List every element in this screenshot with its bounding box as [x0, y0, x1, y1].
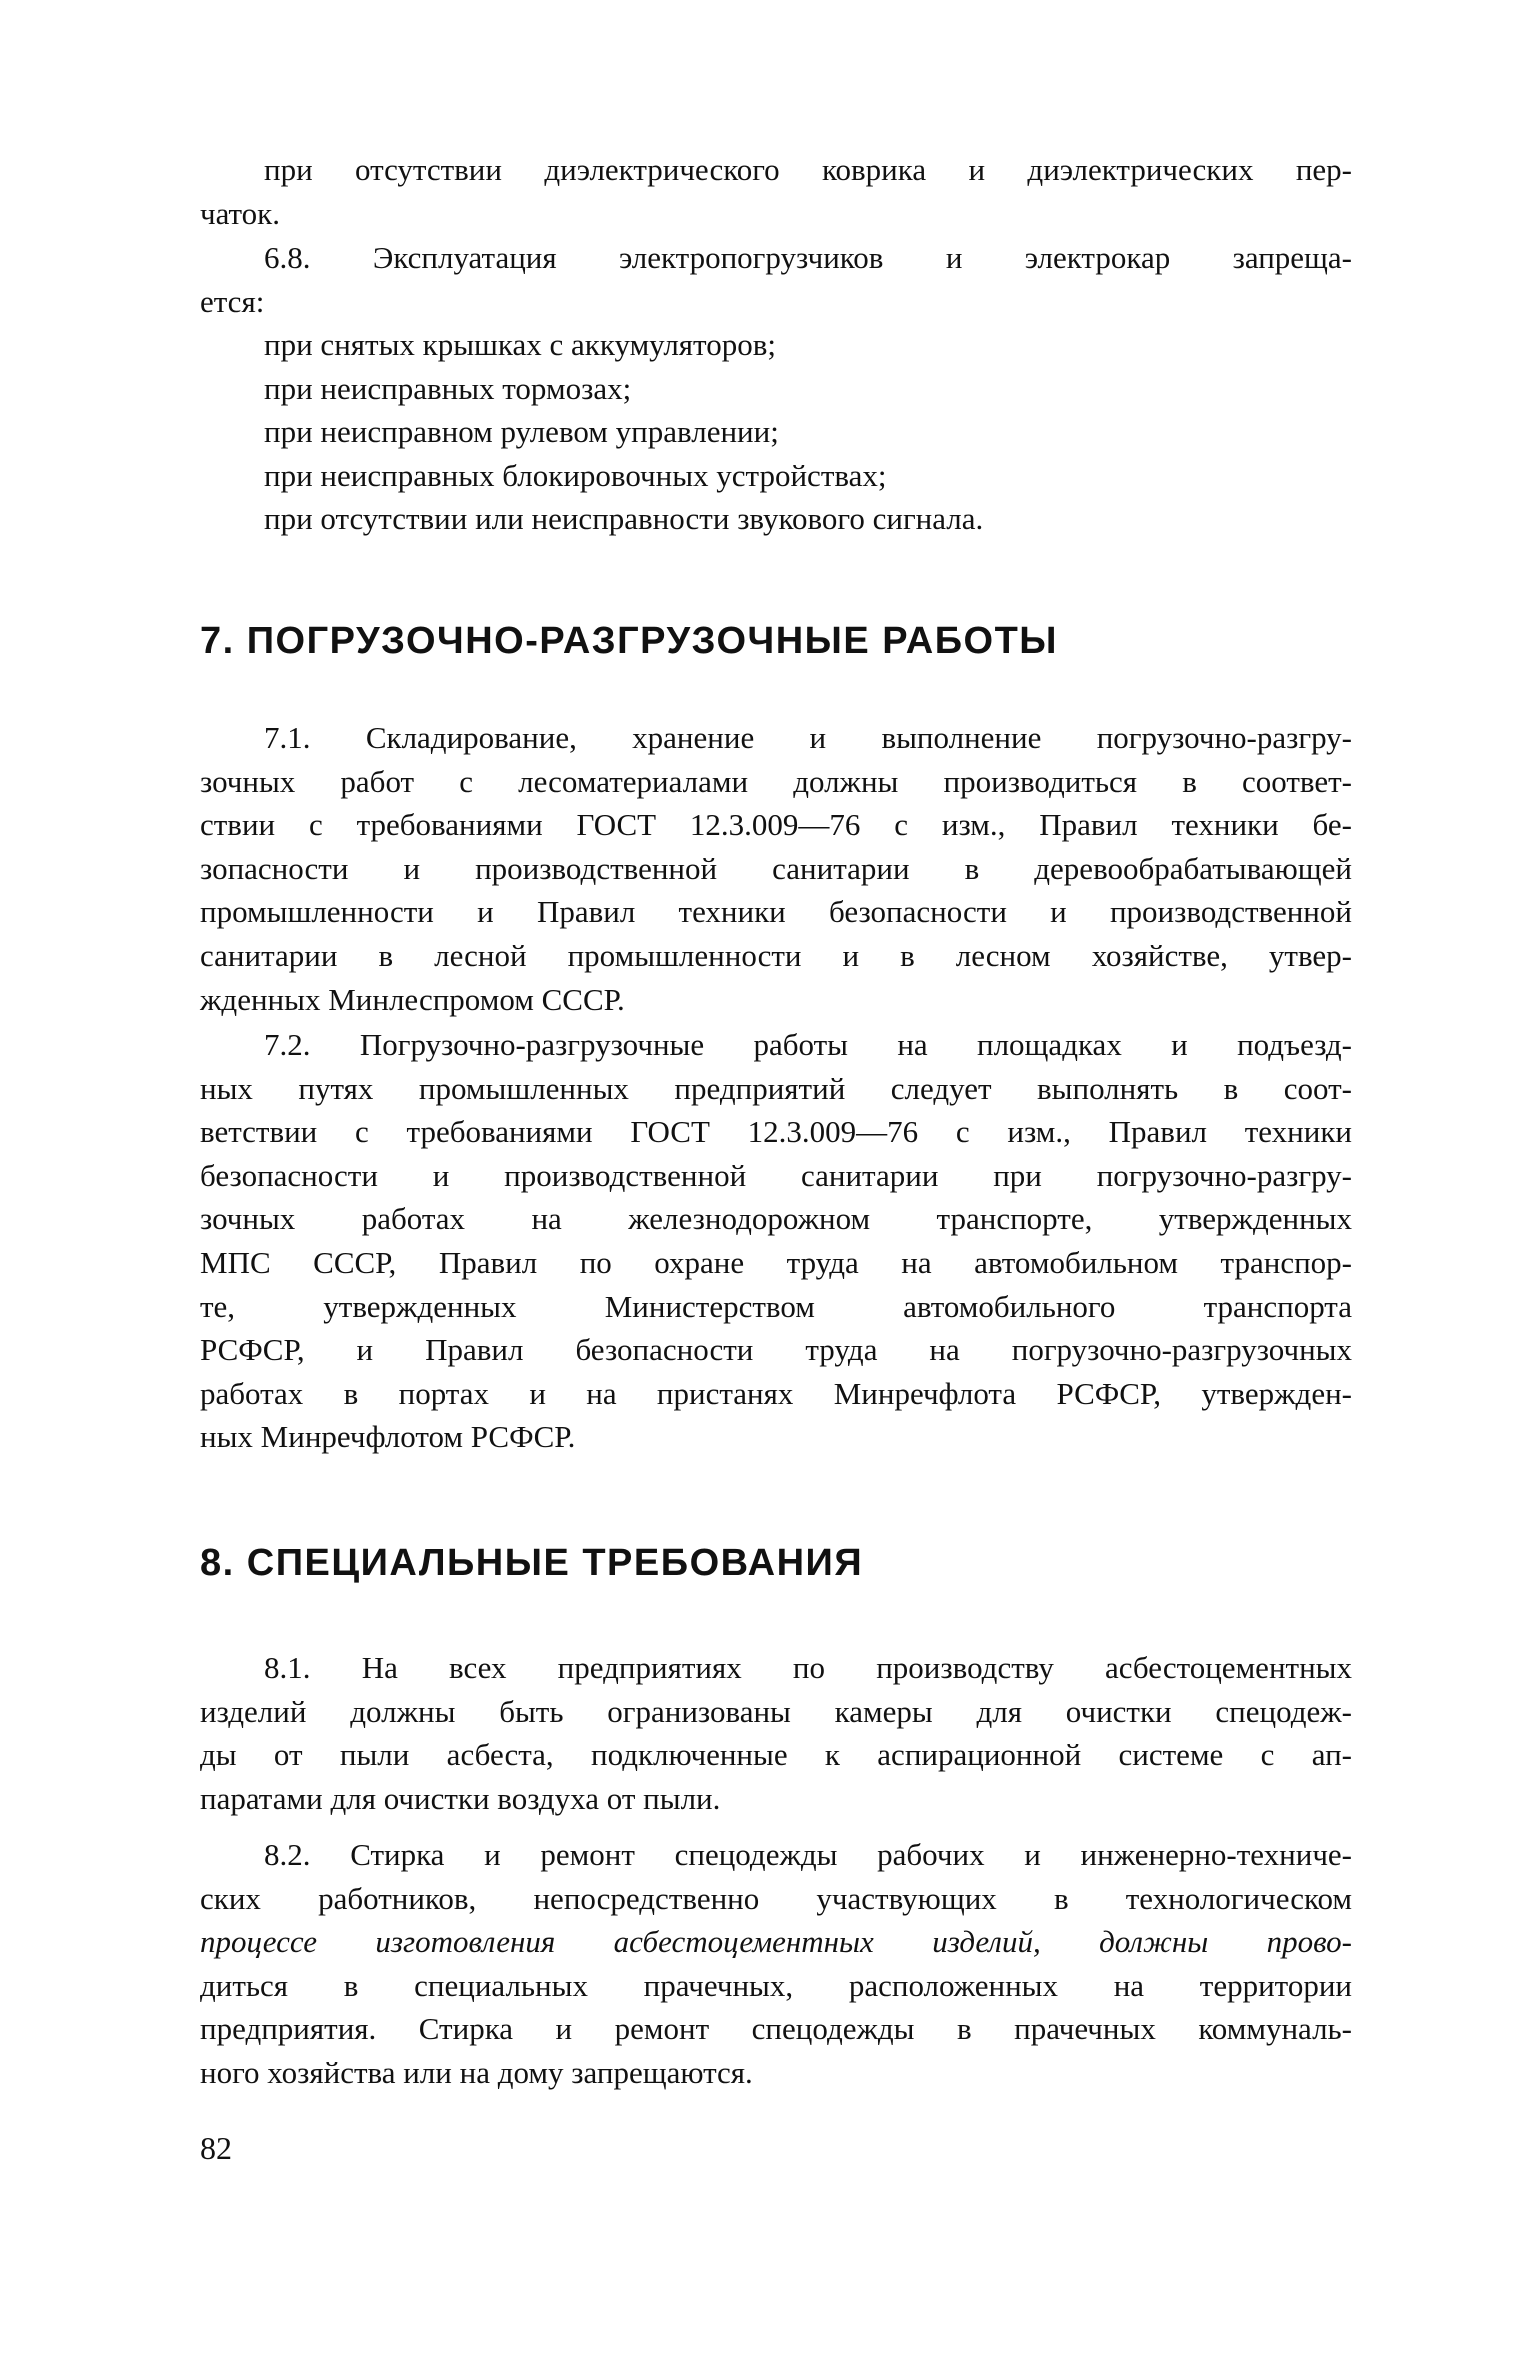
paragraph-top [200, 148, 1352, 235]
paragraph-8-1 [200, 1646, 1352, 1820]
text-line: жденных Минлеспромом СССР. [200, 981, 625, 1017]
text-line: диться в специальных прачечных, расположенных на территории [200, 1967, 1352, 2003]
text-line: при отсутствии диэлектрического коврика и диэлектрических пер- [264, 152, 1352, 187]
text-line: изделий должны быть огранизованы камеры для очистки спецодеж- [200, 1693, 1352, 1729]
text-line: 8.2. Стирка и ремонт спецодежды рабочих и инженерно-техниче- [264, 1837, 1352, 1872]
text-line: зопасности и производственной санитарии в деревообрабатывающей [200, 850, 1352, 886]
paragraph-6-8 [200, 236, 1352, 323]
list-item: при отсутствии или неисправности звукового сигнала. [264, 501, 984, 537]
text-line: зочных работах на железнодорожном транспорте, утвержденных [200, 1201, 1352, 1237]
text-line: паратами для очистки воздуха от пыли. [200, 1780, 721, 1816]
text-line: предприятия. Стирка и ремонт спецодежды в прачечных коммуналь- [200, 2011, 1352, 2047]
section-heading-7: 7. ПОГРУЗОЧНО-РАЗГРУЗОЧНЫЕ РАБОТЫ [200, 620, 1058, 662]
text-line: чаток. [200, 195, 280, 231]
list-item: при снятых крышках с аккумуляторов; [264, 327, 776, 362]
page-number: 82 [200, 2130, 232, 2166]
text-line: ется: [200, 283, 265, 319]
text-line: промышленности и Правил техники безопасности и производственной [200, 894, 1352, 930]
text-line: те, утвержденных Министерством автомобильного транспорта [200, 1288, 1352, 1324]
list-item: при неисправных тормозах; [264, 370, 632, 406]
text-line: ных Минречфлотом РСФСР. [200, 1419, 576, 1455]
text-line: ды от пыли асбеста, подключенные к аспирационной системе с ап- [200, 1737, 1352, 1773]
list-item: при неисправных блокировочных устройствах; [264, 457, 887, 493]
list-6-8 [200, 323, 1352, 541]
section-heading-8: 8. СПЕЦИАЛЬНЫЕ ТРЕБОВАНИЯ [200, 1542, 864, 1584]
text-line: МПС СССР, Правил по охране труда на автомобильном транспор- [200, 1244, 1352, 1280]
text-line: ного хозяйства или на дому запрещаются. [200, 2054, 753, 2090]
text-line: 6.8. Эксплуатация электропогрузчиков и электрокар запреща- [264, 240, 1352, 275]
text-line: ствии с требованиями ГОСТ 12.3.009—76 с изм., Правил техники бе- [200, 807, 1352, 843]
paragraph-7-1 [200, 716, 1352, 1021]
text-line: ских работников, непосредственно участвующих в технологическом [200, 1880, 1352, 1916]
text-line: процессе изготовления асбестоцементных изделий, должны прово- [200, 1924, 1352, 1960]
list-item: при неисправном рулевом управлении; [264, 414, 779, 450]
text-line: безопасности и производственной санитарии при погрузочно-разгру- [200, 1157, 1352, 1193]
text-line: 7.1. Складирование, хранение и выполнение погрузочно-разгру- [264, 720, 1352, 755]
text-line: зочных работ с лесоматериалами должны производиться в соответ- [200, 763, 1352, 799]
text-line: работах в портах и на пристанях Минречфлота РСФСР, утвержден- [200, 1375, 1352, 1411]
paragraph-7-2 [200, 1023, 1352, 1459]
text-line: ветствии с требованиями ГОСТ 12.3.009—76 с изм., Правил техники [200, 1114, 1352, 1150]
text-line: санитарии в лесной промышленности и в лесном хозяйстве, утвер- [200, 937, 1352, 973]
text-line: 7.2. Погрузочно-разгрузочные работы на площадках и подъезд- [264, 1027, 1352, 1062]
paragraph-8-2 [200, 1833, 1352, 2095]
text-line: ных путях промышленных предприятий следует выполнять в соот- [200, 1070, 1352, 1106]
text-line: 8.1. На всех предприятиях по производству асбестоцементных [264, 1650, 1352, 1685]
text-line: РСФСР, и Правил безопасности труда на погрузочно-разгрузочных [200, 1332, 1352, 1368]
